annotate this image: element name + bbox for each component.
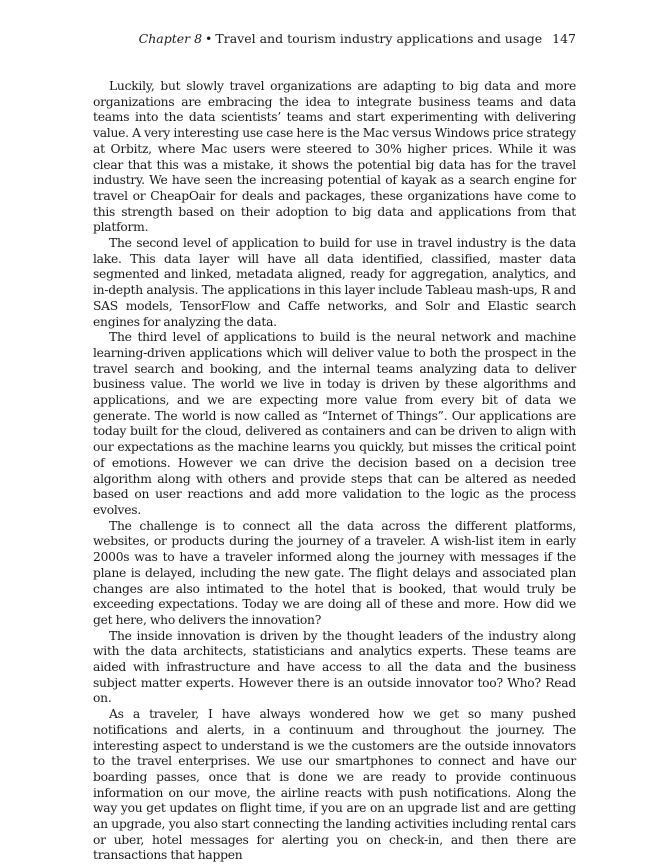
page-number: 147	[552, 31, 576, 46]
body-text	[93, 79, 576, 864]
paragraph: The third level of applications to build is the neural network and machine learning-driven applications which will deliver value to both the prospect in the travel search and booking, and the internal teams analyzing data to deliver business value. The world we live in today is driven by these algorithms and applications, and we are expecting more value from every bit of data we generate. The world is now called as “Internet of Things”. Our applications are today built for the cloud, delivered as containers and can be driven to align with our expectations as the machine learns you quickly, but misses the critical point of emotions. However we can drive the decision based on a decision tree algorithm along with others and provide steps that can be altered as needed based on user reactions and add more validation to the logic as the process evolves.	[93, 330, 576, 517]
paragraph: Luckily, but slowly travel organizations are adapting to big data and more organizations are embracing the idea to integrate business teams and data teams into the data scientists’ teams and start experimenting with delivering value. A very interesting use case here is the Mac versus Windows price strategy at Orbitz, where Mac users were steered to 30% higher prices. While it was clear that this was a mistake, it shows the potential big data has for the travel industry. We have seen the increasing potential of kayak as a search engine for travel or CheapOair for deals and packages, these organizations have come to this strength based on their adoption to big data and applications from that platform.	[93, 79, 576, 235]
bullet-separator: •	[205, 31, 213, 46]
paragraph: The inside innovation is driven by the thought leaders of the industry along with the data architects, statisticians and analytics experts. These teams are aided with infrastructure and have access to all the data and the business subject matter experts. However there is an outside innovator too? Who? Read on.	[93, 628, 576, 706]
paragraph: The second level of application to build for use in travel industry is the data lake. This data layer will have all data identified, classified, master data segmented and linked, metadata aligned, ready for aggregation, analytics, and in-depth analysis. The applications in this layer include Tableau mash-ups, R and SAS models, TensorFlow and Caffe networks, and Solr and Elastic search engines for analyzing the data.	[93, 236, 576, 329]
chapter-label: Chapter 8	[138, 31, 203, 46]
running-header	[93, 30, 576, 48]
paragraph: As a traveler, I have always wondered how we get so many pushed notifications and alerts, in a continuum and throughout the journey. The interesting aspect to understand is we the customers are the outside innovators to the travel enterprises. We use our smartphones to connect and have our boarding passes, once that is done we are ready to provide continuous information on our move, the airline reacts with push notifications. Along the way you get updates on flight time, if you are on an upgrade list and are getting an upgrade, you also start connecting the landing activities including rental cars or uber, hotel messages for alerting you on check-in, and then there are transactions that happen	[93, 707, 576, 863]
book-page	[93, 30, 576, 864]
paragraph: The challenge is to connect all the data across the different platforms, websites, or products during the journey of a traveler. A wish-list item in early 2000s was to have a traveler informed along the journey with messages if the plane is delayed, including the new gate. The flight delays and associated plan changes are also intimated to the hotel that is booked, that would truly be exceeding expectations. Today we are doing all of these and more. How did we get here, who delivers the innovation?	[93, 518, 576, 627]
chapter-title: Travel and tourism industry applications and usage	[215, 31, 543, 46]
